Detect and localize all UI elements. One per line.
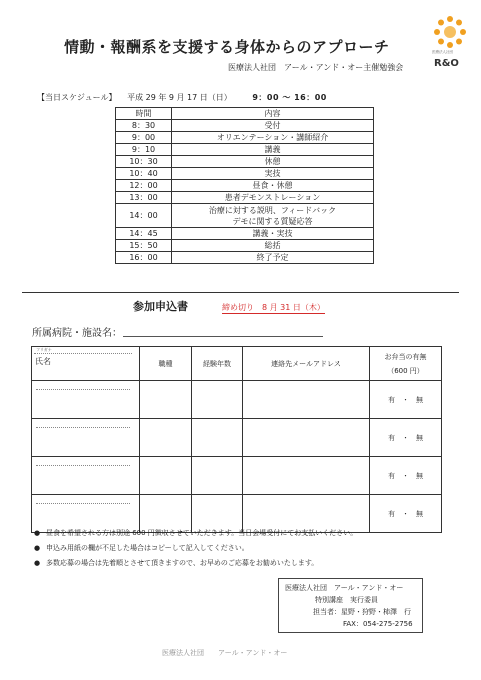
email-header: 連絡先メールアドレス	[243, 347, 370, 381]
lunch-yes-no[interactable]: 有 ・ 無	[370, 495, 442, 533]
deadline: 締め切り 8 月 31 日（木）	[222, 303, 325, 312]
name-entry-cell[interactable]	[32, 381, 140, 419]
hospital-field[interactable]	[123, 336, 323, 337]
schedule-header-content: 内容	[172, 108, 374, 120]
position-entry-cell[interactable]	[140, 419, 192, 457]
schedule-time-cell: 16：00	[116, 252, 172, 264]
schedule-time-cell: 14：00	[116, 204, 172, 228]
schedule-content-cell: 講義・実技	[172, 228, 374, 240]
schedule-content-cell: 終了予定	[172, 252, 374, 264]
logo-text: R&O	[434, 58, 459, 69]
schedule-content-cell: オリエンテーション・講師紹介	[172, 132, 374, 144]
note-item: ● 昼食を希望される方は別途 600 円徴収させていただきます。当日会場受付にてお支払いください。	[34, 526, 357, 541]
schedule-content-cell: 休憩	[172, 156, 374, 168]
position-entry-cell[interactable]	[140, 381, 192, 419]
organizer-line: 医療法人社団 アール・アンド・オー主催勉強会	[228, 63, 404, 72]
contact-fax: FAX：054-275-2756	[343, 620, 413, 628]
schedule-content-cell: 昼食・休憩	[172, 180, 374, 192]
schedule-time-cell: 15：50	[116, 240, 172, 252]
email-entry-cell[interactable]	[243, 457, 370, 495]
schedule-content-cell: 患者デモンストレーション	[172, 192, 374, 204]
schedule-label: 【当日スケジュール】	[37, 93, 117, 102]
notes-list	[34, 526, 357, 571]
application-table	[31, 346, 442, 533]
contact-org: 医療法人社団 アール・アンド・オー	[285, 584, 404, 592]
table-row	[116, 144, 374, 156]
lunch-header	[370, 347, 442, 381]
table-row	[116, 252, 374, 264]
schedule-time-cell: 10：40	[116, 168, 172, 180]
table-row	[32, 457, 442, 495]
schedule-line	[37, 92, 327, 103]
schedule-table	[115, 107, 374, 264]
name-entry-cell[interactable]	[32, 457, 140, 495]
table-row	[116, 228, 374, 240]
note-item: ● 多数応募の場合は先着順とさせて頂きますので、お早めのご応募をお勧めいたします。	[34, 556, 357, 571]
contact-persons: 担当者：星野・狩野・柿澤 行	[313, 608, 411, 616]
experience-entry-cell[interactable]	[192, 457, 243, 495]
schedule-header-time: 時間	[116, 108, 172, 120]
form-title: 参加申込書	[133, 300, 188, 313]
page-title: 情動・報酬系を支援する身体からのアプローチ	[64, 38, 390, 56]
lunch-header-line1: お弁当の有無	[384, 352, 427, 361]
schedule-content-cell: 受付	[172, 120, 374, 132]
logo-small-text: 医療法人社団	[432, 50, 453, 54]
schedule-time-cell: 14：45	[116, 228, 172, 240]
schedule-time-cell: 10：30	[116, 156, 172, 168]
furigana-label: フリガナ	[34, 347, 132, 354]
position-header: 職種	[140, 347, 192, 381]
schedule-time-cell: 9：00	[116, 132, 172, 144]
experience-entry-cell[interactable]	[192, 419, 243, 457]
email-entry-cell[interactable]	[243, 381, 370, 419]
table-row	[116, 204, 374, 228]
lunch-yes-no[interactable]: 有 ・ 無	[370, 419, 442, 457]
footer: 医療法人社団 アール・アンド・オー	[162, 649, 288, 657]
section-divider	[22, 292, 459, 293]
lunch-yes-no[interactable]: 有 ・ 無	[370, 457, 442, 495]
contact-committee: 特別講座 実行委員	[315, 596, 378, 604]
experience-entry-cell[interactable]	[192, 381, 243, 419]
table-row	[116, 156, 374, 168]
table-row	[32, 419, 442, 457]
table-row	[116, 240, 374, 252]
contact-box	[278, 578, 423, 633]
schedule-time: 9：00 〜 16：00	[252, 93, 327, 102]
lunch-yes-no[interactable]: 有 ・ 無	[370, 381, 442, 419]
note-item: ● 申込み用紙の欄が不足した場合はコピーして記入してください。	[34, 541, 357, 556]
name-entry-cell[interactable]	[32, 419, 140, 457]
schedule-content-cell: 実技	[172, 168, 374, 180]
name-label: 氏名	[35, 357, 51, 366]
hospital-label: 所属病院・施設名：	[32, 328, 122, 339]
name-header-cell	[32, 347, 140, 381]
table-row	[116, 120, 374, 132]
lunch-header-line2: （600 円）	[387, 366, 424, 375]
schedule-content-cell: 講義	[172, 144, 374, 156]
logo	[432, 14, 468, 74]
table-row	[32, 381, 442, 419]
table-row	[116, 192, 374, 204]
schedule-date: 平成 29 年 9 月 17 日（日）	[127, 93, 232, 102]
schedule-content-cell: 総括	[172, 240, 374, 252]
schedule-content-cell: 治療に対する説明、フィードバック デモに関する質疑応答	[172, 204, 374, 228]
schedule-time-cell: 13：00	[116, 192, 172, 204]
schedule-time-cell: 8：30	[116, 120, 172, 132]
position-entry-cell[interactable]	[140, 457, 192, 495]
email-entry-cell[interactable]	[243, 419, 370, 457]
table-row	[116, 180, 374, 192]
table-row	[116, 132, 374, 144]
experience-header: 経験年数	[192, 347, 243, 381]
table-row	[116, 168, 374, 180]
schedule-time-cell: 9：10	[116, 144, 172, 156]
sun-logo-icon	[432, 14, 468, 50]
schedule-time-cell: 12：00	[116, 180, 172, 192]
